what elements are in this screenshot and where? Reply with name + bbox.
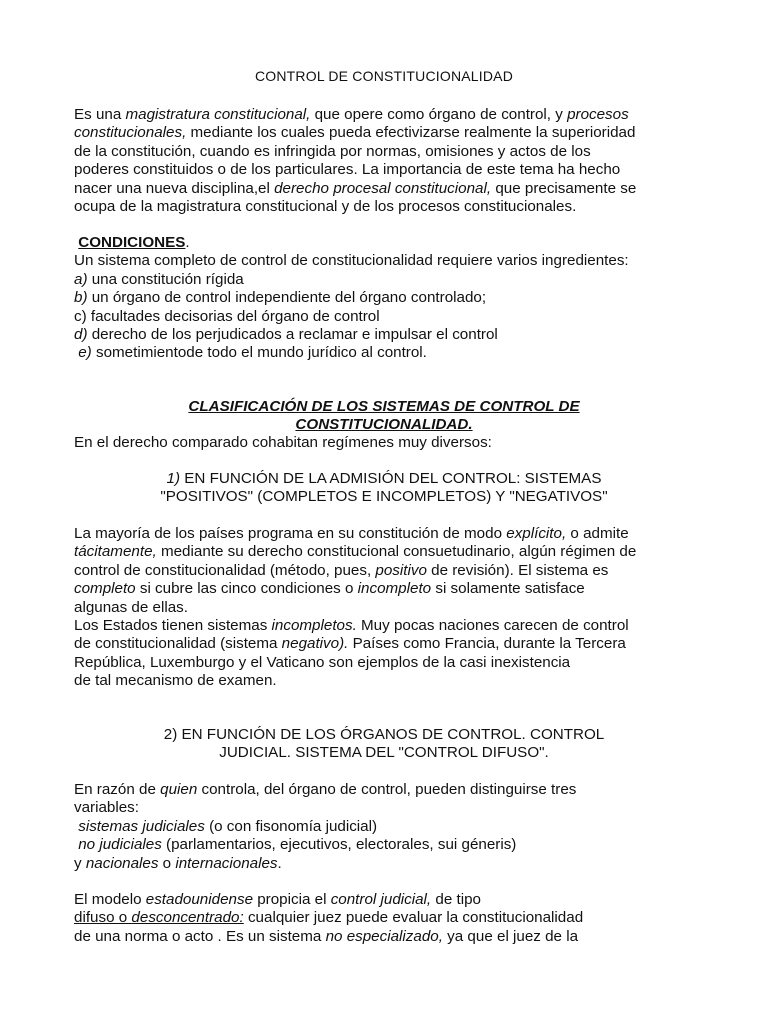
variable-item: y nacionales o internacionales. [74,854,282,872]
section1-paragraph: La mayoría de los países programa en su constitución de modo explícito, o admite tácitamente, mediante su derecho constitucional consuetudinario, algún régimen de control de constitucionalidad (método, pues, positivo de revisión). El sistema es completo si cubre las cinco condiciones o incompleto si solamente satisface algunas de ellas. Los Estados tienen sistemas incompletos. Muy pocas naciones carecen de control de constitucionalidad (sistema negativo). Países como Francia, durante la Tercera República, Luxemburgo y el Vaticano son ejemplos de la casi inexistencia de tal mecanismo de examen. [74,525,637,690]
condition-item: b) un órgano de control independiente del órgano controlado; [74,289,487,307]
condiciones-heading: CONDICIONES. [78,234,190,251]
variable-item: sistemas judiciales (o con fisonomía judicial) [78,817,378,835]
condition-item: a) una constitución rígida [74,270,244,288]
section1-heading: 1) EN FUNCIÓN DE LA ADMISIÓN DEL CONTROL: SISTEMAS "POSITIVOS" (COMPLETOS E INCOMPLETOS) Y "NEGATIVOS" [160,470,608,506]
variable-item: no judiciales (parlamentarios, ejecutivos, electorales, sui géneris) [78,836,517,854]
intro-paragraph: Es una magistratura constitucional, que opere como órgano de control, y procesos constitucionales, mediante los cuales pueda efectivizarse realmente la superioridad de la constitución, cuando es infringida por normas, omisiones y actos de los poderes constituidos o de los particulares. La importancia de este tema ha hecho nacer una nueva disciplina,el derecho procesal constitucional, que precisamente se ocupa de la magistratura constitucional y de los procesos constitucionales. [74,106,637,216]
condition-item: d) derecho de los perjudicados a reclamar e impulsar el control [74,326,498,344]
condition-item: e) sometimientode todo el mundo jurídico al control. [78,344,427,362]
condition-item: c) facultades decisorias del órgano de control [74,307,380,325]
document-title: CONTROL DE CONSTITUCIONALIDAD [254,68,514,84]
clasificacion-heading: CLASIFICACIÓN DE LOS SISTEMAS DE CONTROL DE CONSTITUCIONALIDAD. [188,398,580,434]
condiciones-section: CONDICIONES. Un sistema completo de control de constitucionalidad requiere varios ingredientes: a) una constitución rígida b) un órgano de control independiente del órgano controlado; c) facultades decisorias del órgano de control d) derecho de los perjudicados a reclamar e impulsar el control e) sometimientode todo el mundo jurídico al control. [74,234,704,363]
section2-heading: 2) EN FUNCIÓN DE LOS ÓRGANOS DE CONTROL. CONTROL JUDICIAL. SISTEMA DEL "CONTROL DIFUSO". [163,726,605,762]
section2-paragraph-2: El modelo estadounidense propicia el control judicial, de tipo difuso o desconcentrado: cualquier juez puede evaluar la constitucionalidad de una norma o acto . Es un sistema no especializado, ya que el juez de la [74,891,584,945]
section2-paragraph: En razón de quien controla, del órgano de control, pueden distinguirse tres variables: sistemas judiciales (o con fisonomía judicial) no judiciales (parlamentarios, ejecutivos, electorales, sui géneris) y nacionales o internacionales. [74,781,704,873]
clasificacion-intro: En el derecho comparado cohabitan regímenes muy diversos: [74,434,492,451]
